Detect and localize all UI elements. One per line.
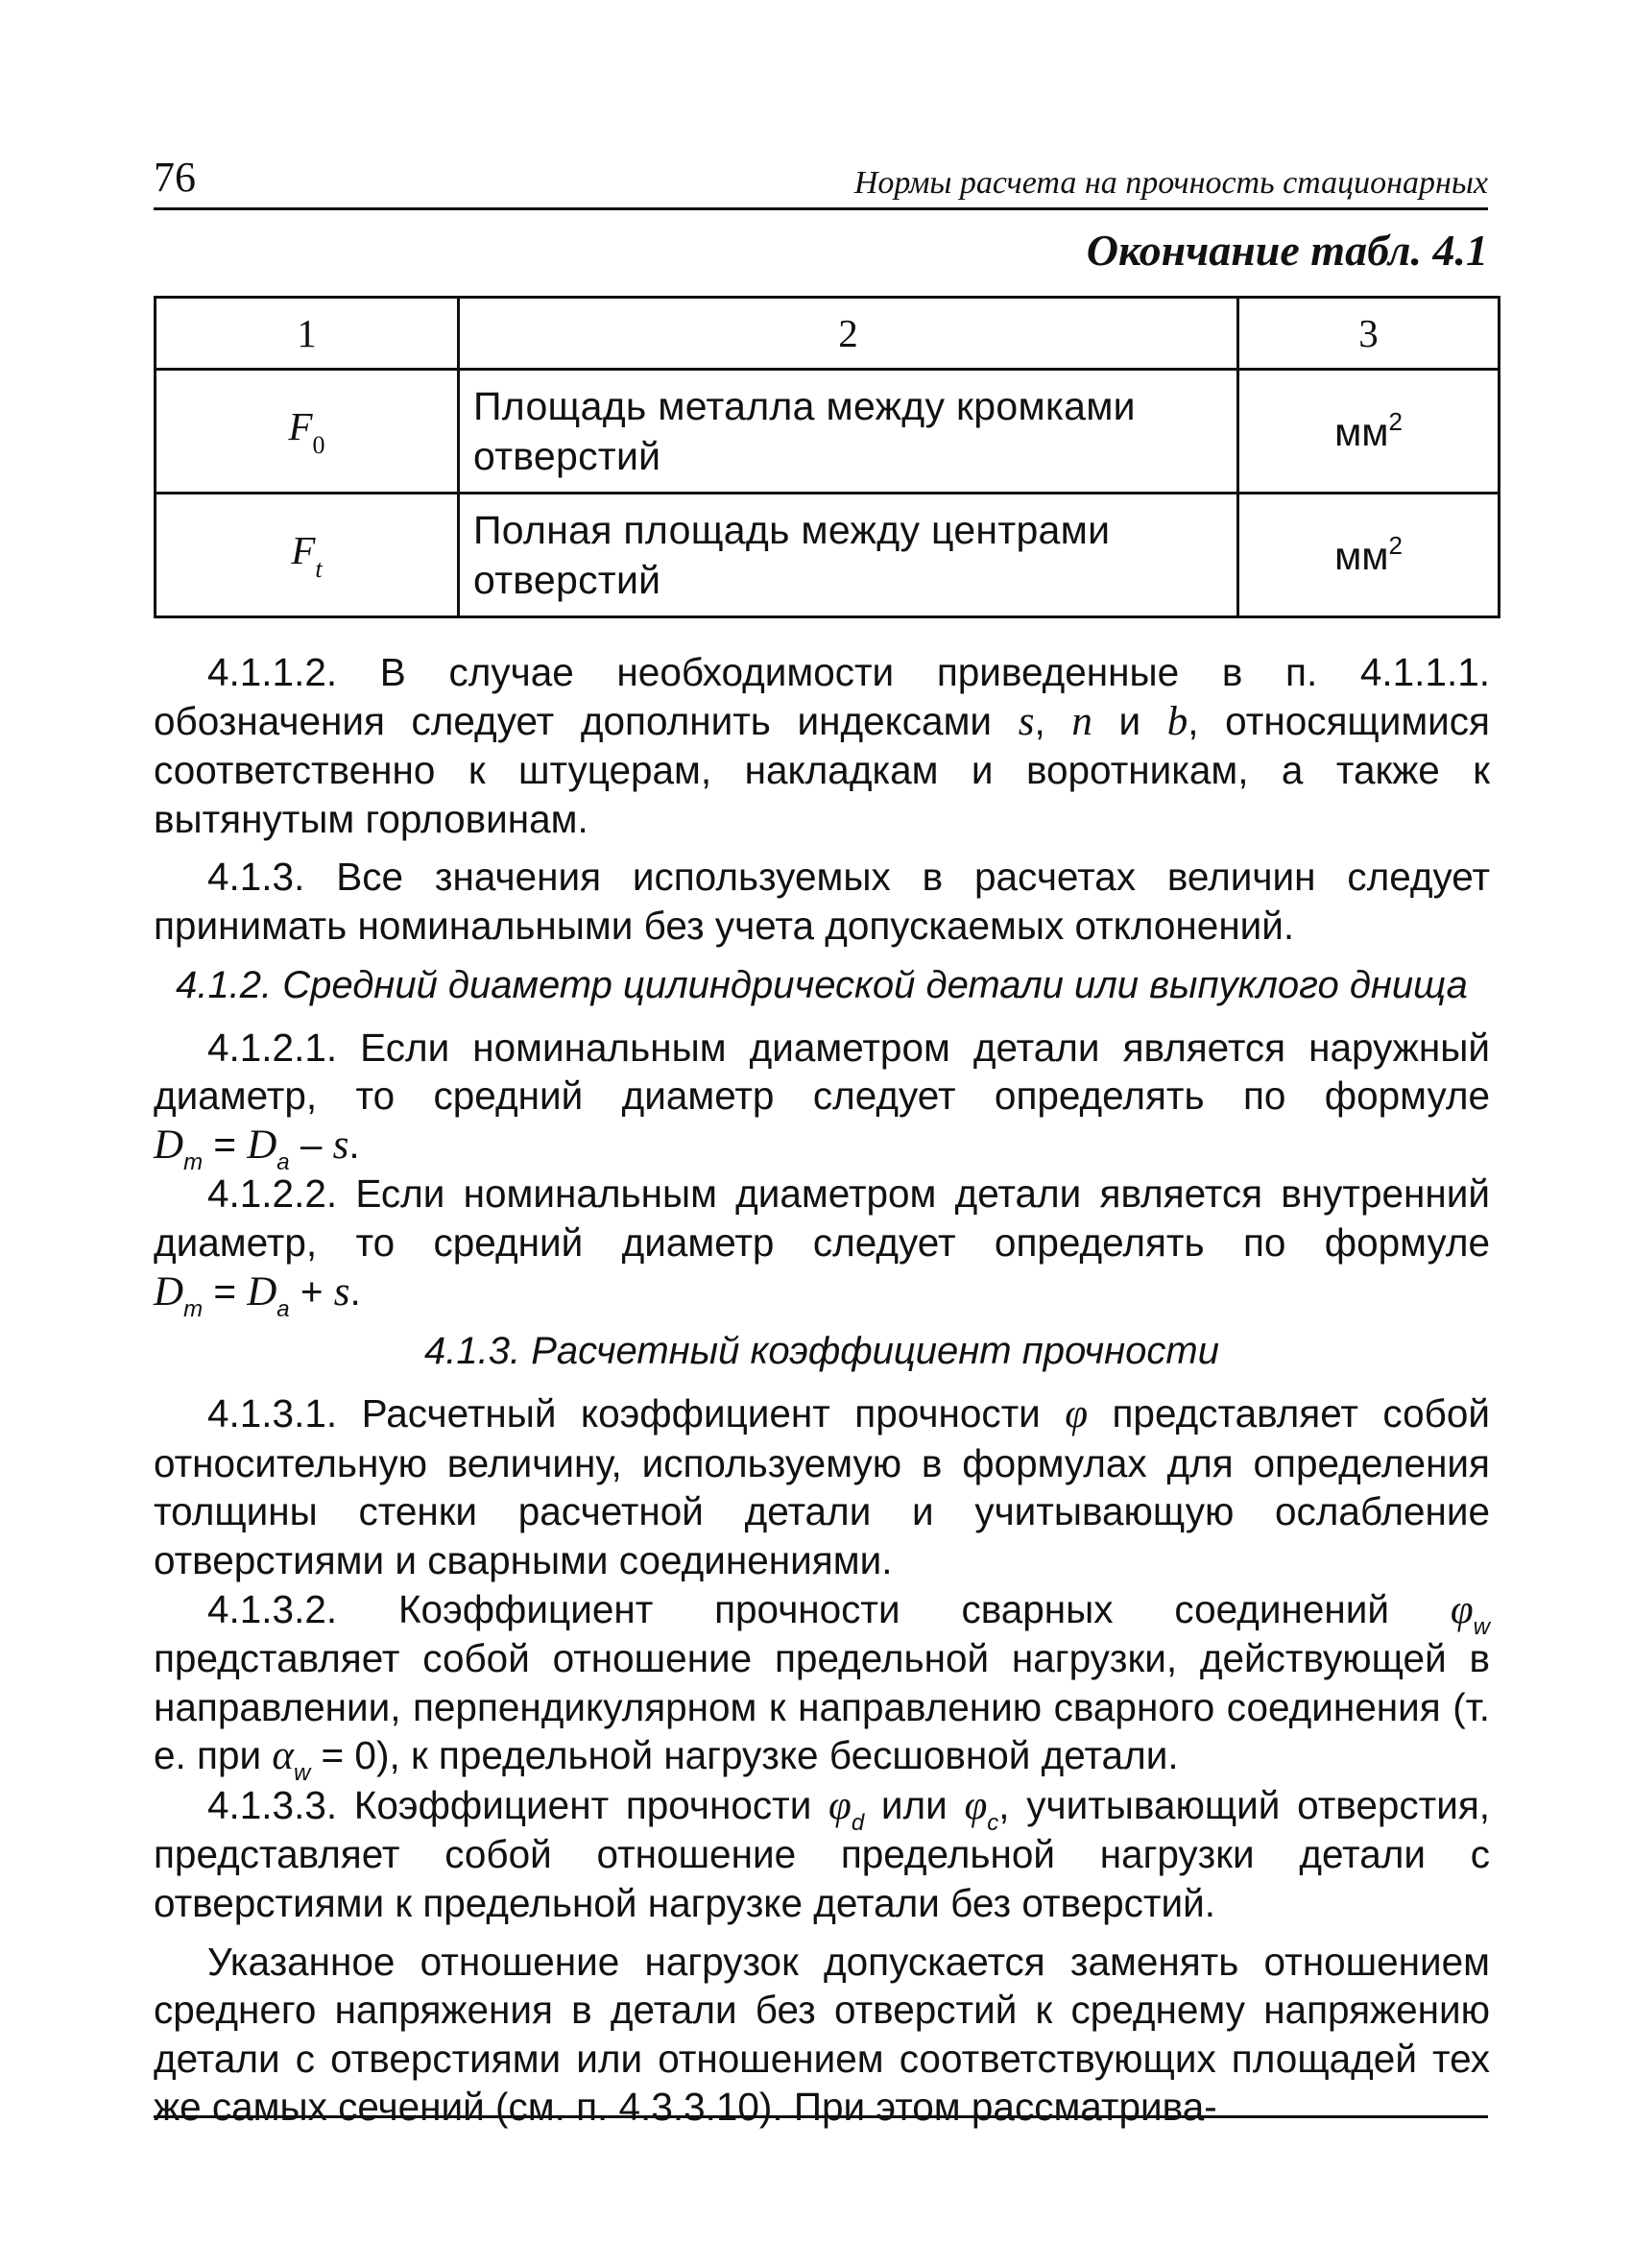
section-heading-4-1-2: 4.1.2. Средний диаметр цилиндрической детали или выпуклого днища	[176, 963, 1468, 1006]
table-row	[156, 370, 1500, 494]
footer-rule	[154, 2115, 1488, 2118]
description-line: отверстий	[473, 434, 661, 478]
table-header-row	[156, 298, 1500, 370]
column-header: 2	[459, 298, 1238, 370]
paragraph-4-1-2-2: 4.1.2.2. Если номинальным диаметром детали является внутренний диаметр, то средний диаметр следует определять по формуле $D_m = D_a + s$.	[154, 1171, 1490, 1322]
paragraph-4-1-3-2: 4.1.3.2. Коэффициент прочности сварных соединений $\varphi_w$ представляет собой отношение предельной нагрузки, действующей в направлении, перпендикулярном к направлению сварного соединения (т. е. при $\alpha_w = 0$), к предельной нагрузке бесшовной детали.	[154, 1586, 1490, 1787]
column-header: 3	[1238, 298, 1500, 370]
description-line: отверстий	[473, 558, 661, 602]
symbol-subscript: t	[315, 554, 323, 583]
formula-outer-diameter: $D_m = D_a - s$.	[154, 1122, 360, 1175]
unit-cell	[1238, 370, 1500, 494]
body-text	[154, 648, 1490, 2132]
section-heading-4-1-3: 4.1.3. Расчетный коэффициент прочности	[424, 1330, 1219, 1373]
formula-inner-diameter: $D_m = D_a + s$.	[154, 1268, 361, 1322]
unit-text: мм	[1334, 534, 1389, 578]
notation-table	[154, 296, 1500, 618]
column-header: 1	[156, 298, 459, 370]
paragraph-4-1-3: 4.1.3. Все значения используемых в расчетах величин следует принимать номинальными без учета допускаемых отклонений.	[154, 855, 1490, 948]
paragraph-continued: Указанное отношение нагрузок допускается заменять отношением среднего напряжения в детали без отверстий к среднему напряжению детали с отверстиями или отношением соответствующих площадей тех же самых сечений (см. п. 4.3.3.10). При этом рассматрива-	[154, 1939, 1490, 2130]
unit-exponent: 2	[1388, 531, 1403, 560]
description-cell	[459, 370, 1238, 494]
symbol-letter: F	[288, 403, 313, 448]
paragraph-4-1-2-1: 4.1.2.1. Если номинальным диаметром детали является наружный диаметр, то средний диаметр следует определять по формуле $D_m = D_a - s$.	[154, 1025, 1490, 1175]
symbol-letter: F	[291, 527, 316, 572]
description-line: Площадь металла между кромками	[473, 384, 1136, 428]
page-number: 76	[154, 154, 196, 201]
description-cell	[459, 494, 1238, 617]
unit-text: мм	[1334, 410, 1389, 454]
paragraph-4-1-1-2: 4.1.1.2. В случае необходимости приведенные в п. 4.1.1.1. обозначения следует дополнить индексами s, n и b, относящимися соответственно к штуцерам, накладкам и воротникам, а также к вытянутым горловинам.	[154, 650, 1490, 841]
unit-cell	[1238, 494, 1500, 617]
page-header	[154, 154, 1488, 210]
description-line: Полная площадь между центрами	[473, 508, 1111, 552]
symbol-subscript: 0	[312, 430, 325, 459]
table-row	[156, 494, 1500, 617]
symbol-cell	[156, 370, 459, 494]
unit-exponent: 2	[1388, 407, 1403, 436]
table-caption: Окончание табл. 4.1	[1086, 226, 1488, 275]
symbol-cell	[156, 494, 459, 617]
paragraph-4-1-3-1: 4.1.3.1. Расчетный коэффициент прочности φ представляет собой относительную величину, используемую в формулах для определения толщины стенки расчетной детали и учитывающую ослабление отверстиями и сварными соединениями.	[154, 1391, 1491, 1582]
paragraph-4-1-3-3: 4.1.3.3. Коэффициент прочности $\varphi_d$ или $\varphi_c$, учитывающий отверстия, представляет собой отношение предельной нагрузки детали с отверстиями к предельной нагрузке детали без отверстий.	[154, 1782, 1490, 1926]
running-title: Нормы расчета на прочность стационарных	[853, 165, 1488, 201]
